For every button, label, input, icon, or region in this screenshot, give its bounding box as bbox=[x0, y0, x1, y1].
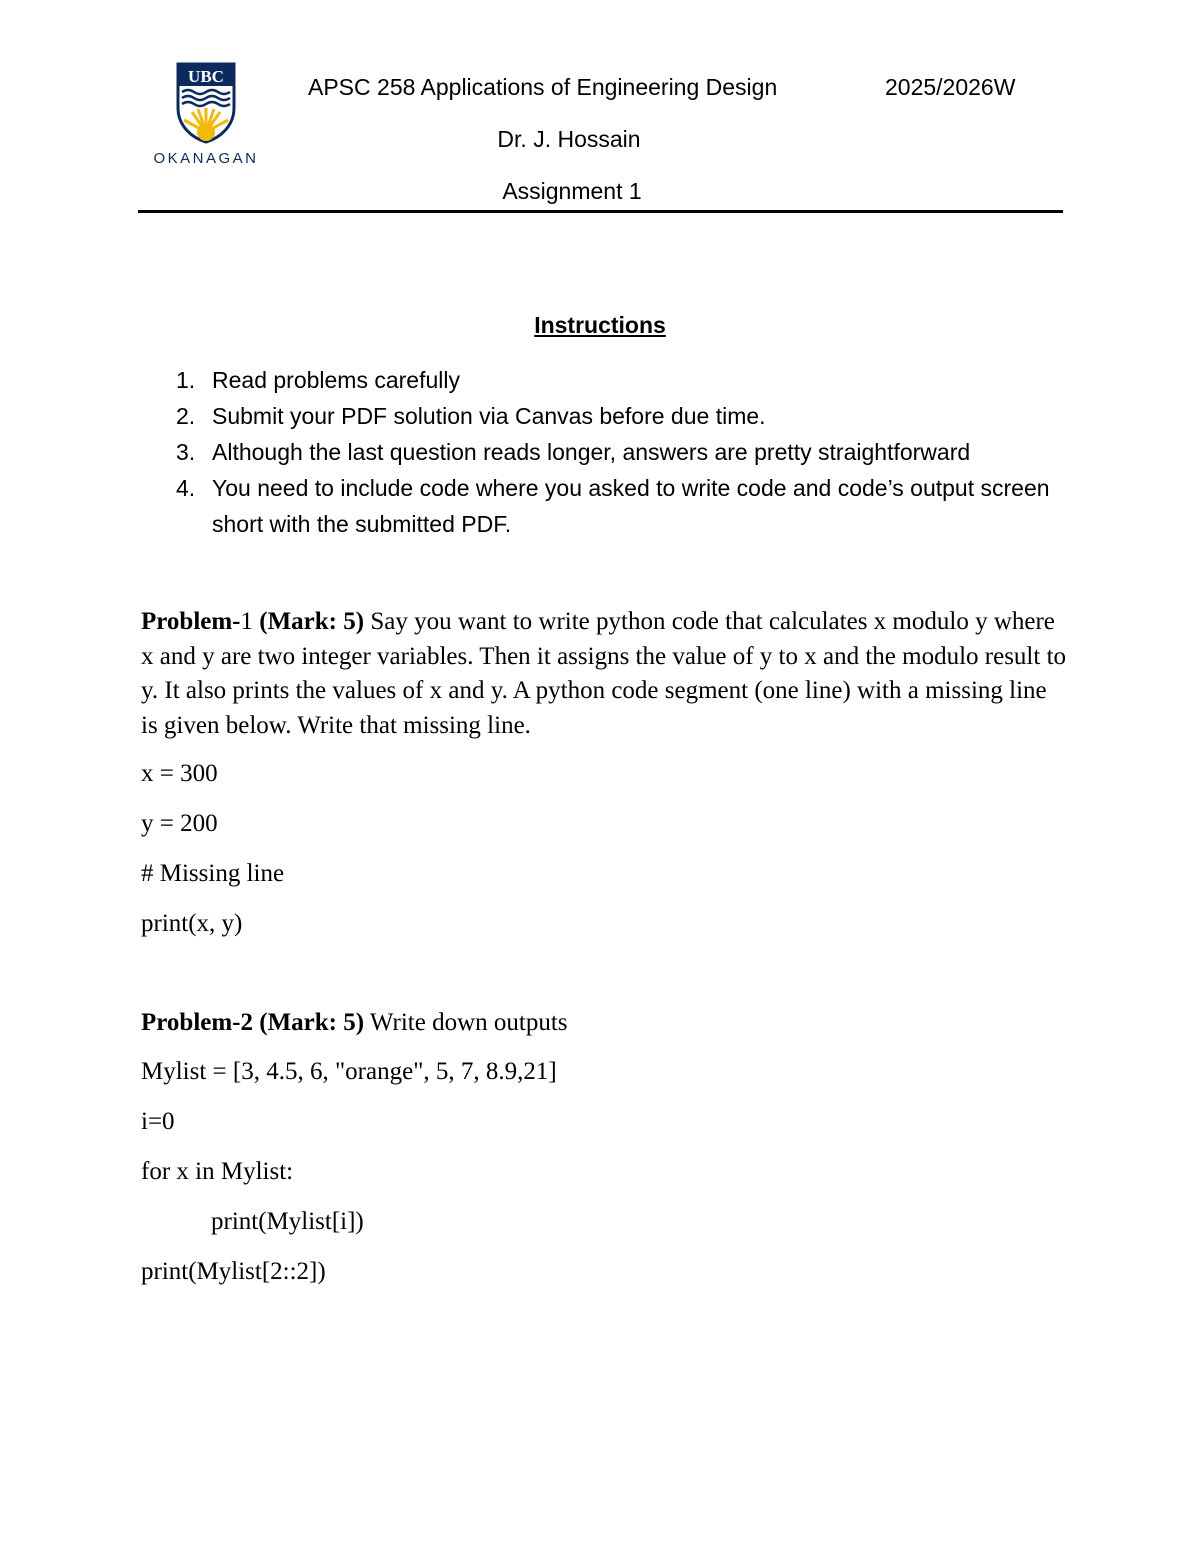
code-line: print(x, y) bbox=[141, 910, 243, 937]
list-item-number: 2. bbox=[176, 403, 196, 429]
problem-1-text: Say you want to write python code that calculates x modulo y where x and y are two integer variables. Then it assigns the value of y to x and the modulo result to y. It also prints the values of x and y. A python code segment (one line) with a missing line is given below. Write that missing line. bbox=[141, 608, 1067, 739]
list-item-number: 4. bbox=[176, 475, 196, 501]
term: 2025/2026W bbox=[885, 74, 1016, 100]
instructions-heading: Instructions bbox=[534, 312, 666, 338]
problem-2-text: Write down outputs bbox=[369, 1009, 568, 1036]
campus-name: OKANAGAN bbox=[153, 150, 259, 167]
list-item bbox=[176, 362, 1076, 398]
ubc-okanagan-logo bbox=[150, 62, 262, 174]
code-line: print(Mylist[2::2]) bbox=[141, 1258, 326, 1285]
code-line: x = 300 bbox=[141, 760, 218, 787]
instructor-name: Dr. J. Hossain bbox=[497, 126, 641, 152]
course-title: APSC 258 Applications of Engineering Design bbox=[308, 74, 778, 100]
assignment-title: Assignment 1 bbox=[502, 178, 642, 204]
list-item-text: Read problems carefully bbox=[212, 367, 461, 393]
instructions-list bbox=[176, 362, 1076, 542]
code-line: for x in Mylist: bbox=[141, 1158, 294, 1185]
problem-2-label: Problem-2 bbox=[141, 1009, 254, 1036]
problem-1-label: Problem- bbox=[141, 608, 241, 635]
list-item bbox=[176, 398, 1076, 434]
code-line: print(Mylist[i]) bbox=[211, 1208, 364, 1235]
shield-text: UBC bbox=[188, 67, 224, 86]
list-item bbox=[176, 434, 1076, 470]
code-line: y = 200 bbox=[141, 810, 218, 837]
problem-1 bbox=[141, 605, 1066, 743]
code-line: Mylist = [3, 4.5, 6, "orange", 5, 7, 8.9,21] bbox=[141, 1058, 557, 1085]
problem-2-mark: (Mark: 5) bbox=[259, 1009, 365, 1036]
list-item-text: You need to include code where you asked to write code and code’s output screen short with the submitted PDF. bbox=[212, 475, 1050, 537]
list-item bbox=[176, 470, 1076, 542]
problem-2 bbox=[141, 1006, 1066, 1041]
code-line: # Missing line bbox=[141, 860, 285, 887]
list-item-number: 1. bbox=[176, 367, 196, 393]
problem-1-number: 1 bbox=[240, 608, 254, 635]
list-item-number: 3. bbox=[176, 439, 196, 465]
problem-1-mark: (Mark: 5) bbox=[259, 608, 365, 635]
list-item-text: Submit your PDF solution via Canvas before due time. bbox=[212, 403, 766, 429]
code-line: i=0 bbox=[141, 1108, 175, 1135]
header-divider bbox=[138, 210, 1063, 213]
list-item-text: Although the last question reads longer, answers are pretty straightforward bbox=[212, 439, 971, 465]
